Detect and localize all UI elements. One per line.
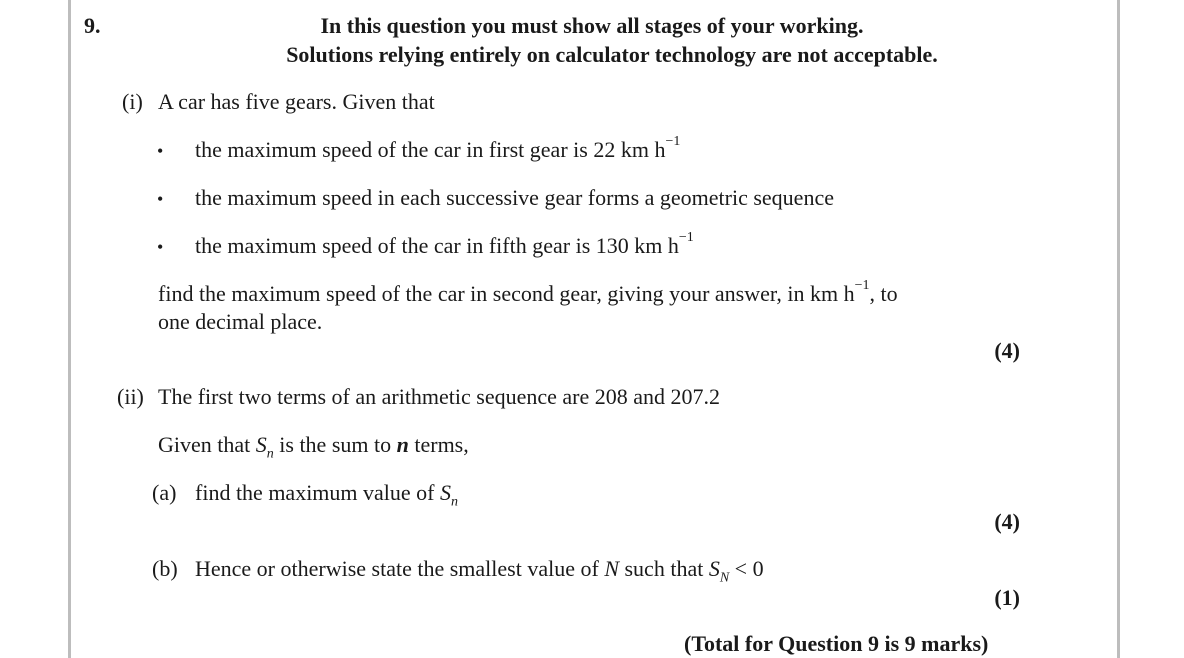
bullet-icon: • — [157, 237, 164, 257]
part-ii-a-text — [195, 480, 458, 510]
bullet-2: the maximum speed in each successive gear forms a geometric sequence — [195, 185, 834, 210]
total-marks: (Total for Question 9 is 9 marks) — [684, 631, 989, 656]
question-number: 9. — [84, 13, 101, 38]
bullet-1-unit-base: km h — [620, 137, 666, 162]
given-text-c: terms, — [408, 432, 469, 457]
page-border-left — [68, 0, 71, 658]
bullet-3-unit-exp: −1 — [678, 229, 694, 245]
part-i-find-line-1 — [158, 277, 898, 307]
part-ii-a-marks: (4) — [994, 509, 1020, 534]
a-text: find the maximum value of — [195, 480, 440, 505]
b-text-2: such that — [619, 556, 709, 581]
b-S-sub: N — [719, 570, 730, 586]
bullet-icon: • — [157, 189, 164, 209]
bullet-3 — [195, 229, 694, 259]
bullet-3-unit — [634, 229, 694, 258]
find-unit-base: km h — [809, 281, 855, 306]
bullet-3-unit-base: km h — [634, 233, 679, 258]
part-i-find-line-2: one decimal place. — [158, 309, 323, 334]
find-unit-exp: −1 — [854, 277, 870, 293]
given-S: S — [255, 432, 267, 457]
find-text-b: , to — [869, 281, 898, 306]
find-unit — [809, 277, 870, 306]
page-border-right — [1117, 0, 1120, 658]
given-text-a: Given that — [158, 432, 256, 457]
part-i-label: (i) — [122, 89, 143, 114]
a-S-sub: n — [451, 494, 458, 510]
bullet-1-unit — [620, 133, 681, 162]
given-S-sub: n — [266, 446, 274, 462]
bullet-1-unit-exp: −1 — [665, 133, 681, 149]
b-S: S — [708, 556, 720, 581]
part-ii-given — [158, 432, 469, 462]
part-ii-b-label: (b) — [152, 556, 178, 581]
part-ii-label: (ii) — [117, 384, 144, 409]
bullet-icon: • — [157, 141, 164, 161]
part-i-marks: (4) — [994, 338, 1020, 363]
part-ii-a-label: (a) — [152, 480, 177, 505]
b-text: Hence or otherwise state the smallest value of — [195, 556, 605, 581]
find-text-a: find the maximum speed of the car in second gear, giving your answer, in — [158, 281, 810, 306]
part-ii-b-marks: (1) — [994, 585, 1020, 610]
bullet-3-text: the maximum speed of the car in fifth gear is 130 — [195, 233, 629, 258]
part-ii-b-text — [195, 556, 764, 586]
part-ii-intro: The first two terms of an arithmetic sequence are 208 and 207.2 — [158, 384, 721, 409]
instruction-line-2: Solutions relying entirely on calculator technology are not acceptable. — [286, 42, 938, 67]
given-text-b: is the sum to — [273, 432, 397, 457]
bullet-1-text: the maximum speed of the car in first gear is 22 — [195, 137, 616, 162]
instruction-line-1: In this question you must show all stages of your working. — [320, 13, 864, 38]
a-S: S — [440, 480, 451, 505]
b-text-3: < 0 — [729, 556, 764, 581]
bullet-1 — [195, 133, 681, 163]
b-N: N — [604, 556, 619, 581]
part-i-intro: A car has five gears. Given that — [158, 89, 435, 114]
given-n: n — [396, 432, 409, 457]
